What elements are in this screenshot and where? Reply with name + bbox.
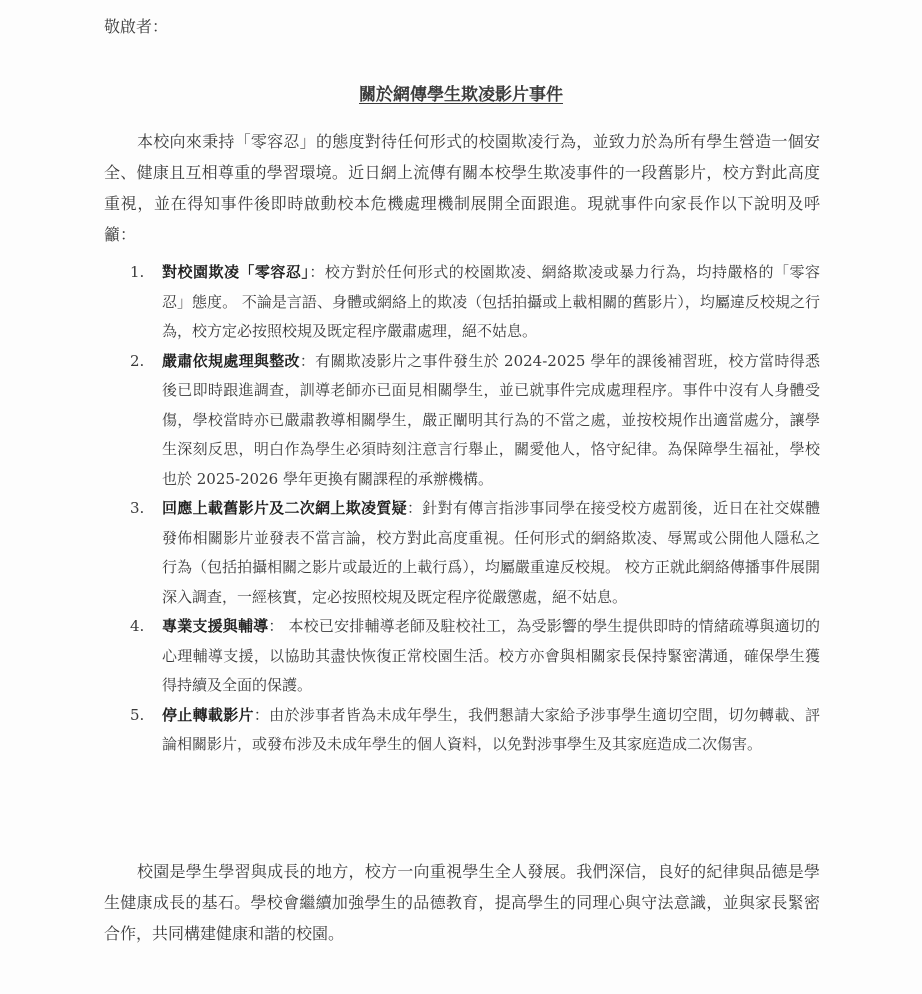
list-item [130, 494, 820, 612]
intro-paragraph: 本校向來秉持「零容忍」的態度對待任何形式的校園欺凌行為，並致力於為所有學生營造一個安全、健康且互相尊重的學習環境。近日網上流傳有關本校學生欺凌事件的一段舊影片，校方對此高度重視，並在得知事件後即時啟動校本危機處理機制展開全面跟進。現就事件向家長作以下說明及呼籲： [104, 132, 820, 244]
closing-paragraph: 校園是學生學習與成長的地方，校方一向重視學生全人發展。我們深信，良好的紀律與品德是學生健康成長的基石。學校會繼續加強學生的品德教育，提高學生的同理心與守法意識，並與家長緊密合作，共同構建健康和諧的校園。 [104, 862, 820, 943]
item-heading: 回應上載舊影片及二次網上欺凌質疑 [162, 499, 407, 517]
salutation: 敬啟者： [104, 17, 169, 36]
list-item [130, 701, 820, 760]
item-number: 3. [130, 499, 145, 517]
item-text: ：由於涉事者皆為未成年學生，我們懇請大家給予涉事學生適切空間，切勿轉載、評論相關影片，或發布涉及未成年學生的個人資料，以免對涉事學生及其家庭造成二次傷害。 [162, 705, 820, 753]
list-item [130, 612, 820, 701]
item-text: ：有關欺凌影片之事件發生於 2024-2025 學年的課後補習班，校方當時得悉後已即時跟進調查，訓導老師亦已面見相關學生，並已就事件完成處理程序。事件中沒有人身體受傷，學校當時亦已嚴肅教導相關學生，嚴正闡明其行為的不當之處，並按校規作出適當處分，讓學生深刻反思，明白作為學生必須時刻注意言行舉止，關愛他人，恪守紀律。為保障學生福祉，學校也於 2025-2026 學年更換有關課程的承辦機構。 [162, 351, 820, 488]
letter-title-text: 關於網傳學生欺凌影片事件 [359, 85, 563, 105]
item-text: ： 本校已安排輔導老師及駐校社工，為受影響的學生提供即時的情緒疏導與適切的心理輔導支援，以協助其盡快恢復正常校園生活。校方亦會與相關家長保持緊密溝通，確保學生獲得持續及全面的保護。 [162, 617, 820, 694]
item-heading: 專業支援與輔導 [162, 617, 269, 635]
item-number: 4. [130, 617, 145, 635]
item-heading: 嚴肅依規處理與整改 [162, 351, 300, 370]
list-item [130, 347, 820, 495]
points-list [130, 258, 820, 760]
list-item [130, 258, 820, 347]
item-text: ：針對有傳言指涉事同學在接受校方處罰後，近日在社交媒體發佈相關影片並發表不當言論，校方對此高度重視。任何形式的網絡欺凌、辱罵或公開他人隱私之行為（包括拍攝相關之影片或最近的上載行爲），均屬嚴重違反校規。 校方正就此網絡傳播事件展開深入調查，一經核實，定必按照校規及既定程序從嚴懲處，絕不姑息。 [162, 499, 820, 606]
letter-title [0, 80, 922, 105]
item-number: 5. [130, 705, 145, 724]
item-number: 2. [130, 351, 145, 370]
item-text: ：校方對於任何形式的校園欺凌、網絡欺凌或暴力行為，均持嚴格的「零容忍」態度。 不論是言語、身體或網絡上的欺凌（包括拍攝或上載相關的舊影片），均屬違反校規之行為，校方定必按照校規及既定程序嚴肅處理，絕不姑息。 [162, 263, 820, 340]
item-number: 1. [130, 263, 145, 281]
item-heading: 停止轉載影片 [162, 705, 254, 724]
item-heading: 對校園欺凌「零容忍」 [162, 263, 310, 281]
